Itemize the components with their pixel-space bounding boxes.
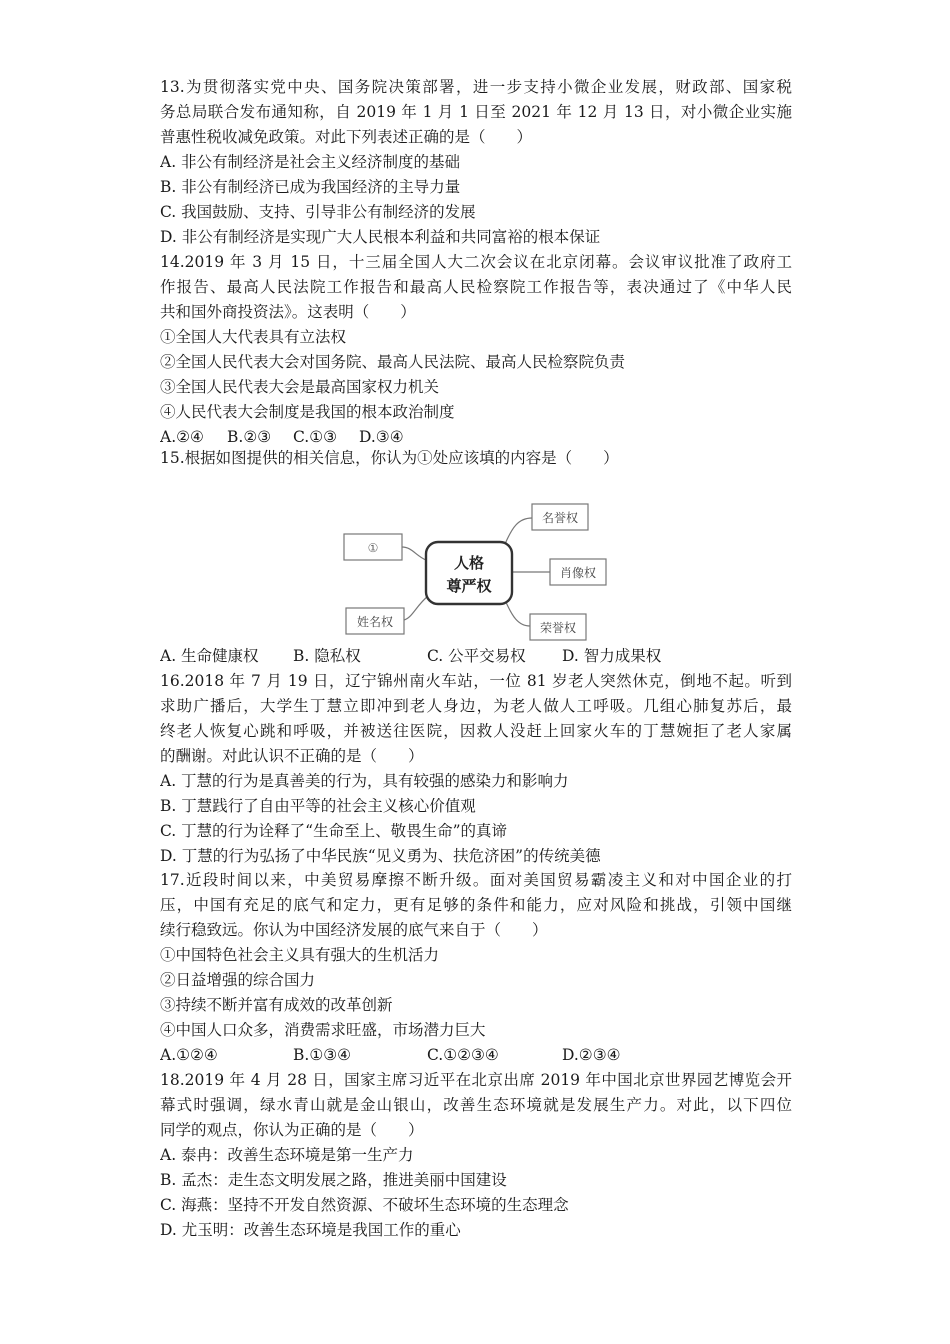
- q18-option-b: B. 孟杰：走生态文明发展之路，推进美丽中国建设: [160, 1171, 507, 1189]
- q14-option-a: A.②④: [160, 428, 204, 446]
- q15-option-d: D. 智力成果权: [562, 647, 662, 665]
- portrait-label: 肖像权: [559, 566, 597, 580]
- q14-option-b: B.②③: [227, 428, 272, 446]
- q17-statement-4: ④中国人口众多，消费需求旺盛，市场潜力巨大: [160, 1021, 486, 1039]
- q18-option-a: A. 泰冉：改善生态环境是第一生产力: [160, 1146, 414, 1164]
- center-label-line-2: 尊严权: [446, 577, 492, 595]
- question-14: [160, 250, 792, 450]
- q13-option-a: A. 非公有制经济是社会主义经济制度的基础: [160, 153, 461, 171]
- connector-name: [404, 596, 428, 620]
- q18-stem-line-3: 同学的观点，你认为正确的是（ ）: [160, 1121, 424, 1139]
- connector-blank: [402, 547, 426, 560]
- q17-option-b: B.①③④: [293, 1046, 352, 1064]
- q18-option-d: D. 尤玉明：改善生态环境是我国工作的重心: [160, 1221, 461, 1239]
- q18-stem-line-2: 幕式时强调，绿水青山就是金山银山，改善生态环境就是发展生产力。对此，以下四位: [160, 1096, 792, 1114]
- question-13: [160, 75, 792, 250]
- q14-stem-line-3: 共和国外商投资法》。这表明（ ）: [160, 303, 416, 321]
- q15-option-b: B. 隐私权: [293, 647, 361, 665]
- q14-option-d: D.③④: [359, 428, 404, 446]
- q16-stem-line-2: 求助广播后，大学生丁慧立即冲到老人身边，为老人做人工呼吸。几组心肺复苏后，最: [160, 697, 792, 715]
- q17-options: [160, 1043, 792, 1068]
- question-16: [160, 669, 792, 869]
- diagram-svg: [340, 496, 610, 644]
- q16-stem-line-3: 终老人恢复心跳和呼吸，并被送往医院，因救人没赶上回家火车的丁慧婉拒了老人家属: [160, 722, 792, 740]
- q17-option-c: C.①②③④: [427, 1046, 499, 1064]
- q14-stem-line-2: 作报告、最高人民法院工作报告和最高人民检察院工作报告等，表决通过了《中华人民: [160, 278, 792, 296]
- personality-dignity-diagram: [340, 496, 610, 644]
- q14-statement-3: ③全国人民代表大会是最高国家权力机关: [160, 378, 440, 396]
- q17-statement-1: ①中国特色社会主义具有强大的生机活力: [160, 946, 440, 964]
- question-15: [160, 446, 792, 471]
- connector-reputation: [505, 518, 532, 544]
- q13-stem-line-1: 13.为贯彻落实党中央、国务院决策部署，进一步支持小微企业发展，财政部、国家税: [160, 78, 792, 96]
- q13-stem-line-2: 务总局联合发布通知称，自 2019 年 1 月 1 日至 2021 年 12 月 13 日，对小微企业实施: [160, 103, 792, 121]
- q17-option-a: A.①②④: [160, 1046, 218, 1064]
- q16-stem-line-1: 16.2018 年 7 月 19 日，辽宁锦州南火车站，一位 81 岁老人突然休克，倒地不起。听到: [160, 672, 792, 690]
- q16-option-d: D. 丁慧的行为弘扬了中华民族“见义勇为、扶危济困”的传统美德: [160, 847, 601, 865]
- q13-stem-line-3: 普惠性税收减免政策。对此下列表述正确的是（ ）: [160, 128, 533, 146]
- q17-stem-line-2: 压，中国有充足的底气和定力，更有足够的条件和能力，应对风险和挑战，引领中国继: [160, 896, 792, 914]
- q17-stem-line-1: 17.近段时间以来，中美贸易摩擦不断升级。面对美国贸易霸凌主义和对中国企业的打: [160, 871, 792, 889]
- q13-option-b: B. 非公有制经济已成为我国经济的主导力量: [160, 178, 461, 196]
- q14-stem-line-1: 14.2019 年 3 月 15 日，十三届全国人大二次会议在北京闭幕。会议审议批准了政府工: [160, 253, 792, 271]
- question-15-options: [160, 644, 792, 669]
- q15-option-a: A. 生命健康权: [160, 647, 259, 665]
- center-label-line-1: 人格: [453, 554, 485, 572]
- q14-statement-2: ②全国人民代表大会对国务院、最高人民法院、最高人民检察院负责: [160, 353, 626, 371]
- name-right-label: 姓名权: [356, 615, 394, 629]
- honor-label: 荣誉权: [539, 621, 577, 635]
- q17-statement-3: ③持续不断并富有成效的改革创新: [160, 996, 393, 1014]
- q17-statement-2: ②日益增强的综合国力: [160, 971, 316, 989]
- q17-stem-line-3: 续行稳致远。你认为中国经济发展的底气来自于（ ）: [160, 921, 548, 939]
- q13-option-d: D. 非公有制经济是实现广大人民根本利益和共同富裕的根本保证: [160, 228, 601, 246]
- reputation-label: 名誉权: [541, 511, 579, 525]
- question-18: [160, 1068, 792, 1243]
- blank-label: ①: [367, 541, 379, 555]
- connector-honor: [505, 600, 530, 626]
- q17-option-d: D.②③④: [562, 1046, 621, 1064]
- q16-stem-line-4: 的酬谢。对此认识不正确的是（ ）: [160, 747, 424, 765]
- q15-stem: 15.根据如图提供的相关信息，你认为①处应该填的内容是（ ）: [160, 449, 619, 467]
- q16-option-b: B. 丁慧践行了自由平等的社会主义核心价值观: [160, 797, 476, 815]
- q16-option-a: A. 丁慧的行为是真善美的行为，具有较强的感染力和影响力: [160, 772, 569, 790]
- q18-stem-line-1: 18.2019 年 4 月 28 日，国家主席习近平在北京出席 2019 年中国北京世界园艺博览会开: [160, 1071, 792, 1089]
- q14-statement-4: ④人民代表大会制度是我国的根本政治制度: [160, 403, 455, 421]
- q15-options: [160, 644, 792, 669]
- q13-option-c: C. 我国鼓励、支持、引导非公有制经济的发展: [160, 203, 476, 221]
- q14-statement-1: ①全国人大代表具有立法权: [160, 328, 347, 346]
- q14-option-c: C.①③: [293, 428, 338, 446]
- q18-option-c: C. 海燕：坚持不开发自然资源、不破坏生态环境的生态理念: [160, 1196, 569, 1214]
- q15-option-c: C. 公平交易权: [427, 647, 526, 665]
- question-17: [160, 868, 792, 1068]
- q16-option-c: C. 丁慧的行为诠释了“生命至上、敬畏生命”的真谛: [160, 822, 508, 840]
